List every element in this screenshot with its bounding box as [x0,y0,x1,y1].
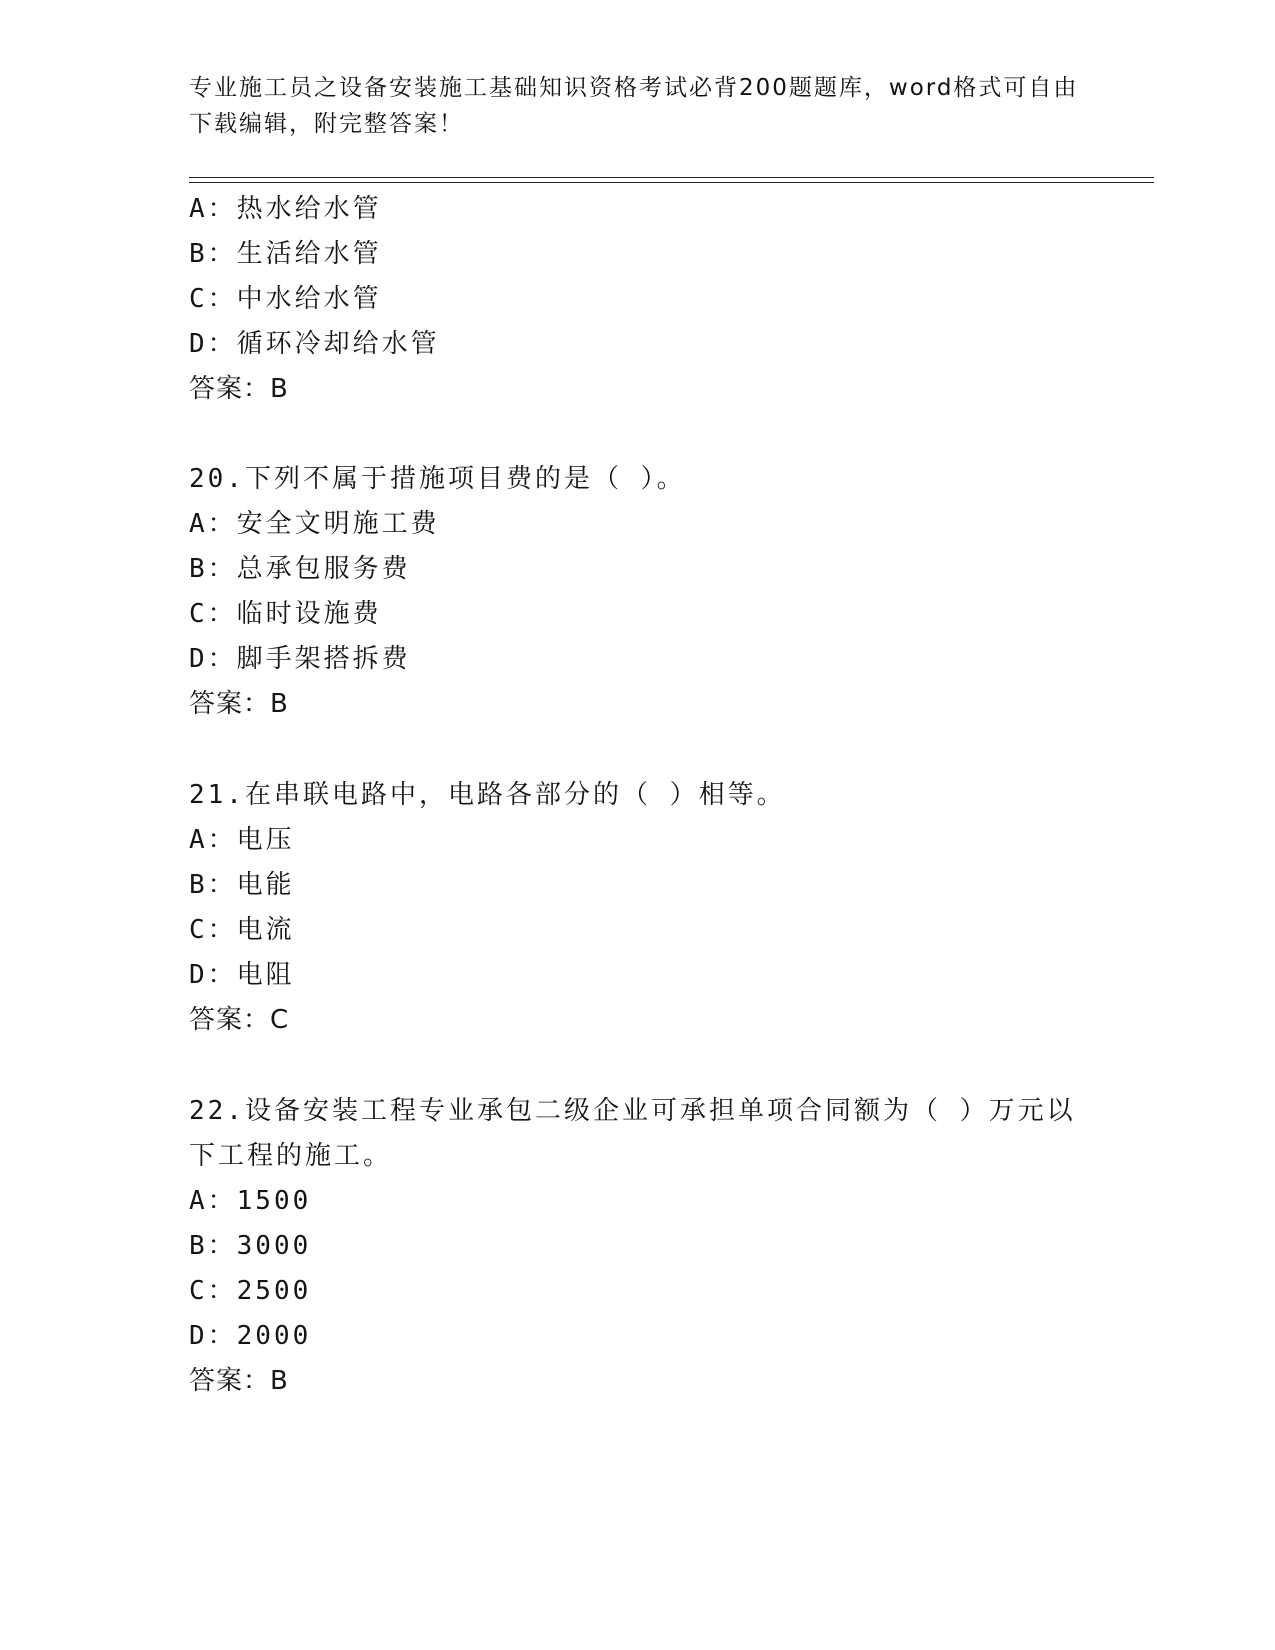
q21-answer: 答案：C [189,1005,290,1035]
q21-question: 21.在串联电路中，电路各部分的（ ）相等。 [189,780,786,810]
q19-option-a: A：热水给水管 [189,194,382,224]
q20-option-c: C：临时设施费 [189,599,382,629]
header-divider-bottom [189,182,1154,183]
q22-answer: 答案：B [189,1366,289,1396]
q21-option-b: B：电能 [189,870,295,900]
q21-option-c: C：电流 [189,915,295,945]
q22-option-d: D：2000 [189,1321,312,1351]
q19-option-c: C：中水给水管 [189,284,382,314]
q22-option-a: A：1500 [189,1186,312,1216]
q22-option-c: C：2500 [189,1276,312,1306]
q19-option-d: D：循环冷却给水管 [189,329,440,359]
q20-option-d: D：脚手架搭拆费 [189,644,411,674]
q20-option-a: A：安全文明施工费 [189,509,440,539]
q19-option-b: B：生活给水管 [189,239,382,269]
q20-option-b: B：总承包服务费 [189,554,411,584]
document-header: 专业施工员之设备安装施工基础知识资格考试必背200题题库，word格式可自由下载编辑，附完整答案！ [189,75,1079,137]
q20-question: 20.下列不属于措施项目费的是（ ）。 [189,464,686,494]
q21-option-d: D：电阻 [189,960,295,990]
q22-question-line2: 下工程的施工。 [189,1141,393,1171]
q20-answer: 答案：B [189,689,289,719]
header-divider-top [189,177,1154,178]
q19-answer: 答案：B [189,374,289,404]
q22-option-b: B：3000 [189,1231,312,1261]
q22-question-line1: 22.设备安装工程专业承包二级企业可承担单项合同额为（ ）万元以 [189,1096,1076,1126]
q21-option-a: A：电压 [189,825,295,855]
